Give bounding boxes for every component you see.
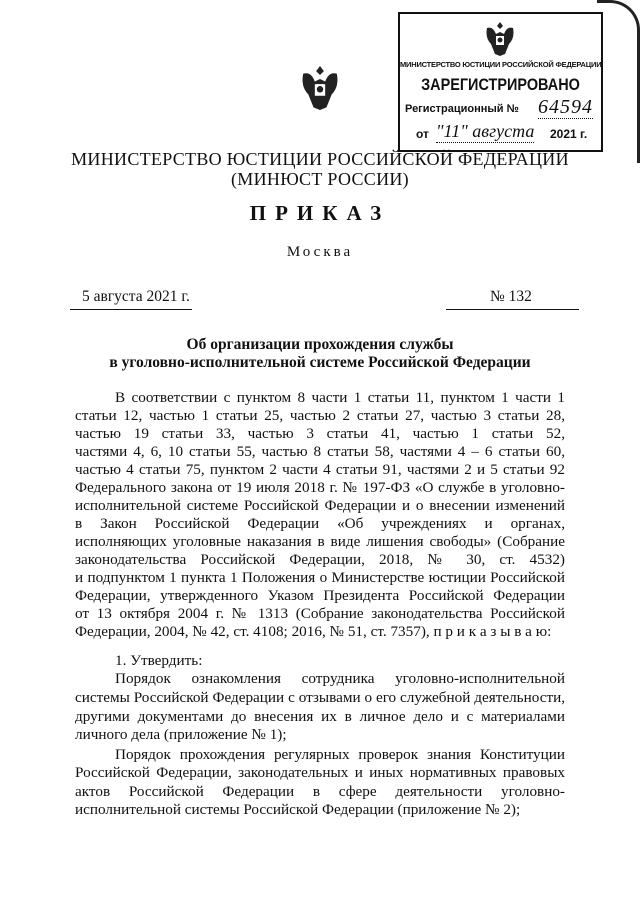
preamble-line: исполняющих уголовные наказания в виде лишения свободы» (Собрание xyxy=(75,533,565,550)
item-line: другими документами до внесения их в личное дело и с материалами xyxy=(75,708,565,725)
city: Москва xyxy=(286,244,354,260)
stamp-registered: ЗАРЕГИСТРИРОВАНО xyxy=(421,75,580,94)
item-line: Российской Федерации, законодательных и иных нормативных правовых xyxy=(75,764,565,781)
stamp-reg-label: Регистрационный № xyxy=(405,103,519,115)
stamp-ministry: МИНИСТЕРСТВО ЮСТИЦИИ РОССИЙСКОЙ ФЕДЕРАЦИИ xyxy=(400,60,602,69)
order-number: № 132 xyxy=(490,288,532,305)
scan-edge xyxy=(597,0,640,163)
item-line: Порядок прохождения регулярных проверок знания Конституции xyxy=(115,746,565,763)
number-underline xyxy=(446,309,579,310)
coat-of-arms-icon xyxy=(298,62,342,114)
preamble-line: и подпунктом 1 пункта 1 Положения о Министерстве юстиции Российской xyxy=(75,569,565,586)
item-line: исполнительной системы Российской Федерации (приложение № 2); xyxy=(75,801,521,818)
preamble-line: от 13 октября 2004 г. № 1313 (Собрание законодательства Российской xyxy=(75,605,565,622)
registration-stamp xyxy=(398,12,603,152)
item-line: Порядок ознакомления сотрудника уголовно-исполнительной xyxy=(115,670,565,687)
preamble-line: исполнительной системе Российской Федерации и о внесении изменений xyxy=(75,497,565,514)
preamble-line: законодательства Российской Федерации, 2018, № 30, ст. 4532) xyxy=(75,551,565,568)
preamble-line: Федерации, 2004, № 42, ст. 4108; 2016, № 51, ст. 7357), п р и к а з ы в а ю: xyxy=(75,623,552,640)
preamble-line: в Закон Российской Федерации «Об учреждениях и органах, xyxy=(75,515,565,532)
stamp-date-prefix: от xyxy=(416,127,429,141)
preamble-line: Федерации, утвержденного Указом Президента Российской Федерации xyxy=(75,587,565,604)
preamble-line: частями 4, 6, 10 статьи 55, частью 8 статьи 58, частями 4 – 6 статьи 60, xyxy=(75,443,565,460)
order-date: 5 августа 2021 г. xyxy=(82,288,190,305)
item-heading: 1. Утвердить: xyxy=(115,652,203,669)
emblem-icon xyxy=(483,20,517,58)
title-line: Об организации прохождения службы xyxy=(186,336,454,353)
stamp-year: 2021 г. xyxy=(550,127,588,141)
preamble-line: частью 4 статьи 75, пунктом 2 части 4 статьи 91, частями 2 и 5 статьи 92 xyxy=(75,461,565,478)
stamp-date-handwritten: "11" августа xyxy=(436,121,535,141)
preamble-line: В соответствии с пунктом 8 части 1 статьи 11, пунктом 1 части 1 xyxy=(115,389,565,406)
item-line: актов Российской Федерации в сфере деятельности уголовно- xyxy=(75,783,565,800)
ministry-name: МИНИСТЕРСТВО ЮСТИЦИИ РОССИЙСКОЙ ФЕДЕРАЦИИ xyxy=(71,149,569,169)
item-line: личного дела (приложение № 1); xyxy=(75,726,287,743)
stamp-reg-number: 64594 xyxy=(538,96,593,118)
preamble-line: Федерального закона от 19 июля 2018 г. № 197-ФЗ «О службе в уголовно- xyxy=(75,479,565,496)
doc-type: ПРИКАЗ xyxy=(249,201,391,225)
preamble-line: статьи 12, частью 1 статьи 25, частью 2 статьи 27, частью 3 статьи 28, xyxy=(75,407,565,424)
item-line: системы Российской Федерации с отзывами о его служебной деятельности, xyxy=(75,689,565,706)
preamble-line: частью 19 статьи 33, частью 3 статьи 41, частью 1 статьи 52, xyxy=(75,425,565,442)
title-line: в уголовно-исполнительной системе Российской Федерации xyxy=(109,354,531,371)
ministry-short: (МИНЮСТ РОССИИ) xyxy=(231,169,409,189)
date-underline xyxy=(70,309,192,310)
